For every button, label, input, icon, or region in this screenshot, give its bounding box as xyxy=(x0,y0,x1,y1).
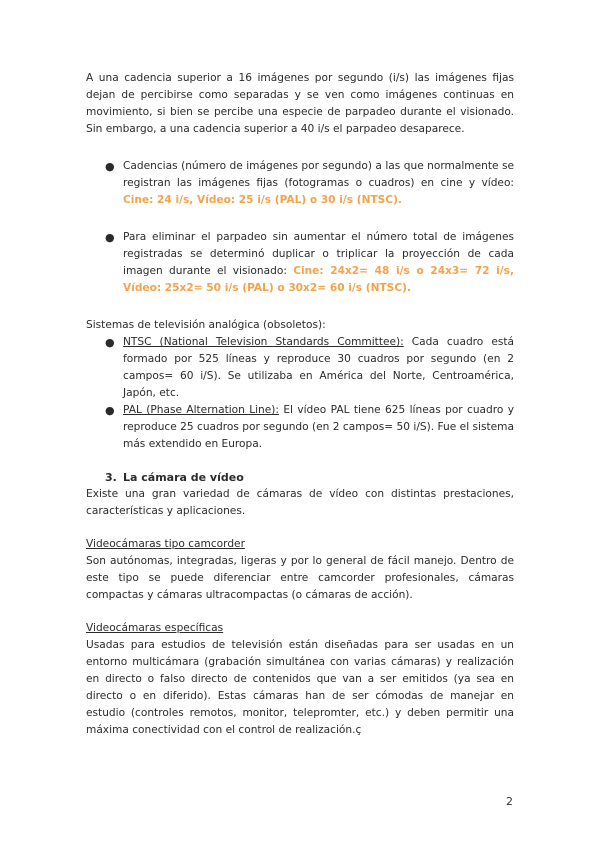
section-number: 3. xyxy=(105,471,117,484)
intro-paragraph: A una cadencia superior a 16 imágenes por segundo (i/s) las imágenes fijas dejan de percibirse como separadas y se ven como imágenes continuas en movimiento, si bien se percibe una especie de parpadeo durante el visionado. Sin embargo, a una cadencia superior a 40 i/s el parpadeo desaparece. xyxy=(86,72,514,135)
bullet-icon: ● xyxy=(105,231,115,244)
list-item xyxy=(86,402,514,453)
section-title: La cámara de vídeo xyxy=(123,471,244,484)
camcorder-title: Videocámaras tipo camcorder xyxy=(86,538,245,550)
page-number: 2 xyxy=(506,795,513,808)
highlight-text: Cine: 24x2= 48 i/s o 24x3= 72 i/s, Vídeo: 25x2= 50 i/s (PAL) o 30x2= 60 i/s (NTSC). xyxy=(123,265,514,294)
tv-systems-list xyxy=(86,334,514,453)
specific-title: Videocámaras específicas xyxy=(86,622,224,634)
ntsc-label: NTSC (National Television Standards Committee): xyxy=(123,336,404,348)
pal-text: El vídeo PAL tiene 625 líneas por cuadro y reproduce 25 cuadros por segundo (en 2 campos= 50 i/S). Fue el sistema más extendido en Europa. xyxy=(123,404,514,450)
frame-rate-list xyxy=(86,158,514,297)
specific-paragraph: Usadas para estudios de televisión están diseñadas para ser usadas en un entorno multicámara (grabación simultánea con varias cámaras) y realización en directo o falso directo de contenidos que van a ser emitidos (ya sea en directo o en diferido). Estas cámaras han de ser cómodas de manejar en estudio (controles remotos, monitor, telepromter, etc.) y deben permitir una máxima conectividad con el control de realización.ç xyxy=(86,639,514,736)
list-item-text: Cadencias (número de imágenes por segundo) a las que normalmente se registran las imágenes fijas (fotogramas o cuadros) en cine y vídeo: xyxy=(123,160,514,189)
list-item xyxy=(86,158,514,209)
ntsc-text: Cada cuadro está formado por 525 líneas y reproduce 30 cuadros por segundo (en 2 campos= 60 i/S). Se utilizaba en América del Norte, Centroamérica, Japón, etc. xyxy=(123,336,514,399)
highlight-text: Cine: 24 i/s, Vídeo: 25 i/s (PAL) o 30 i/s (NTSC). xyxy=(123,194,402,206)
list-item xyxy=(86,229,514,297)
camcorder-paragraph: Son autónomas, integradas, ligeras y por lo general de fácil manejo. Dentro de este tipo se puede diferenciar entre camcorder profesionales, cámaras compactas y cámaras ultracompactas (o cámaras de acción). xyxy=(86,555,514,601)
list-item xyxy=(86,334,514,402)
document-page xyxy=(86,70,514,739)
list-item-text: Para eliminar el parpadeo sin aumentar el número total de imágenes registradas se determinó duplicar o triplicar la proyección de cada imagen durante el visionado: xyxy=(123,231,514,277)
pal-label: PAL (Phase Alternation Line): xyxy=(123,404,279,416)
bullet-icon: ● xyxy=(105,404,115,417)
bullet-icon: ● xyxy=(105,160,115,173)
tv-systems-title: Sistemas de televisión analógica (obsoletos): xyxy=(86,319,326,331)
section-paragraph: Existe una gran variedad de cámaras de vídeo con distintas prestaciones, características y aplicaciones. xyxy=(86,488,514,517)
bullet-icon: ● xyxy=(105,336,115,349)
section-heading xyxy=(86,469,514,486)
